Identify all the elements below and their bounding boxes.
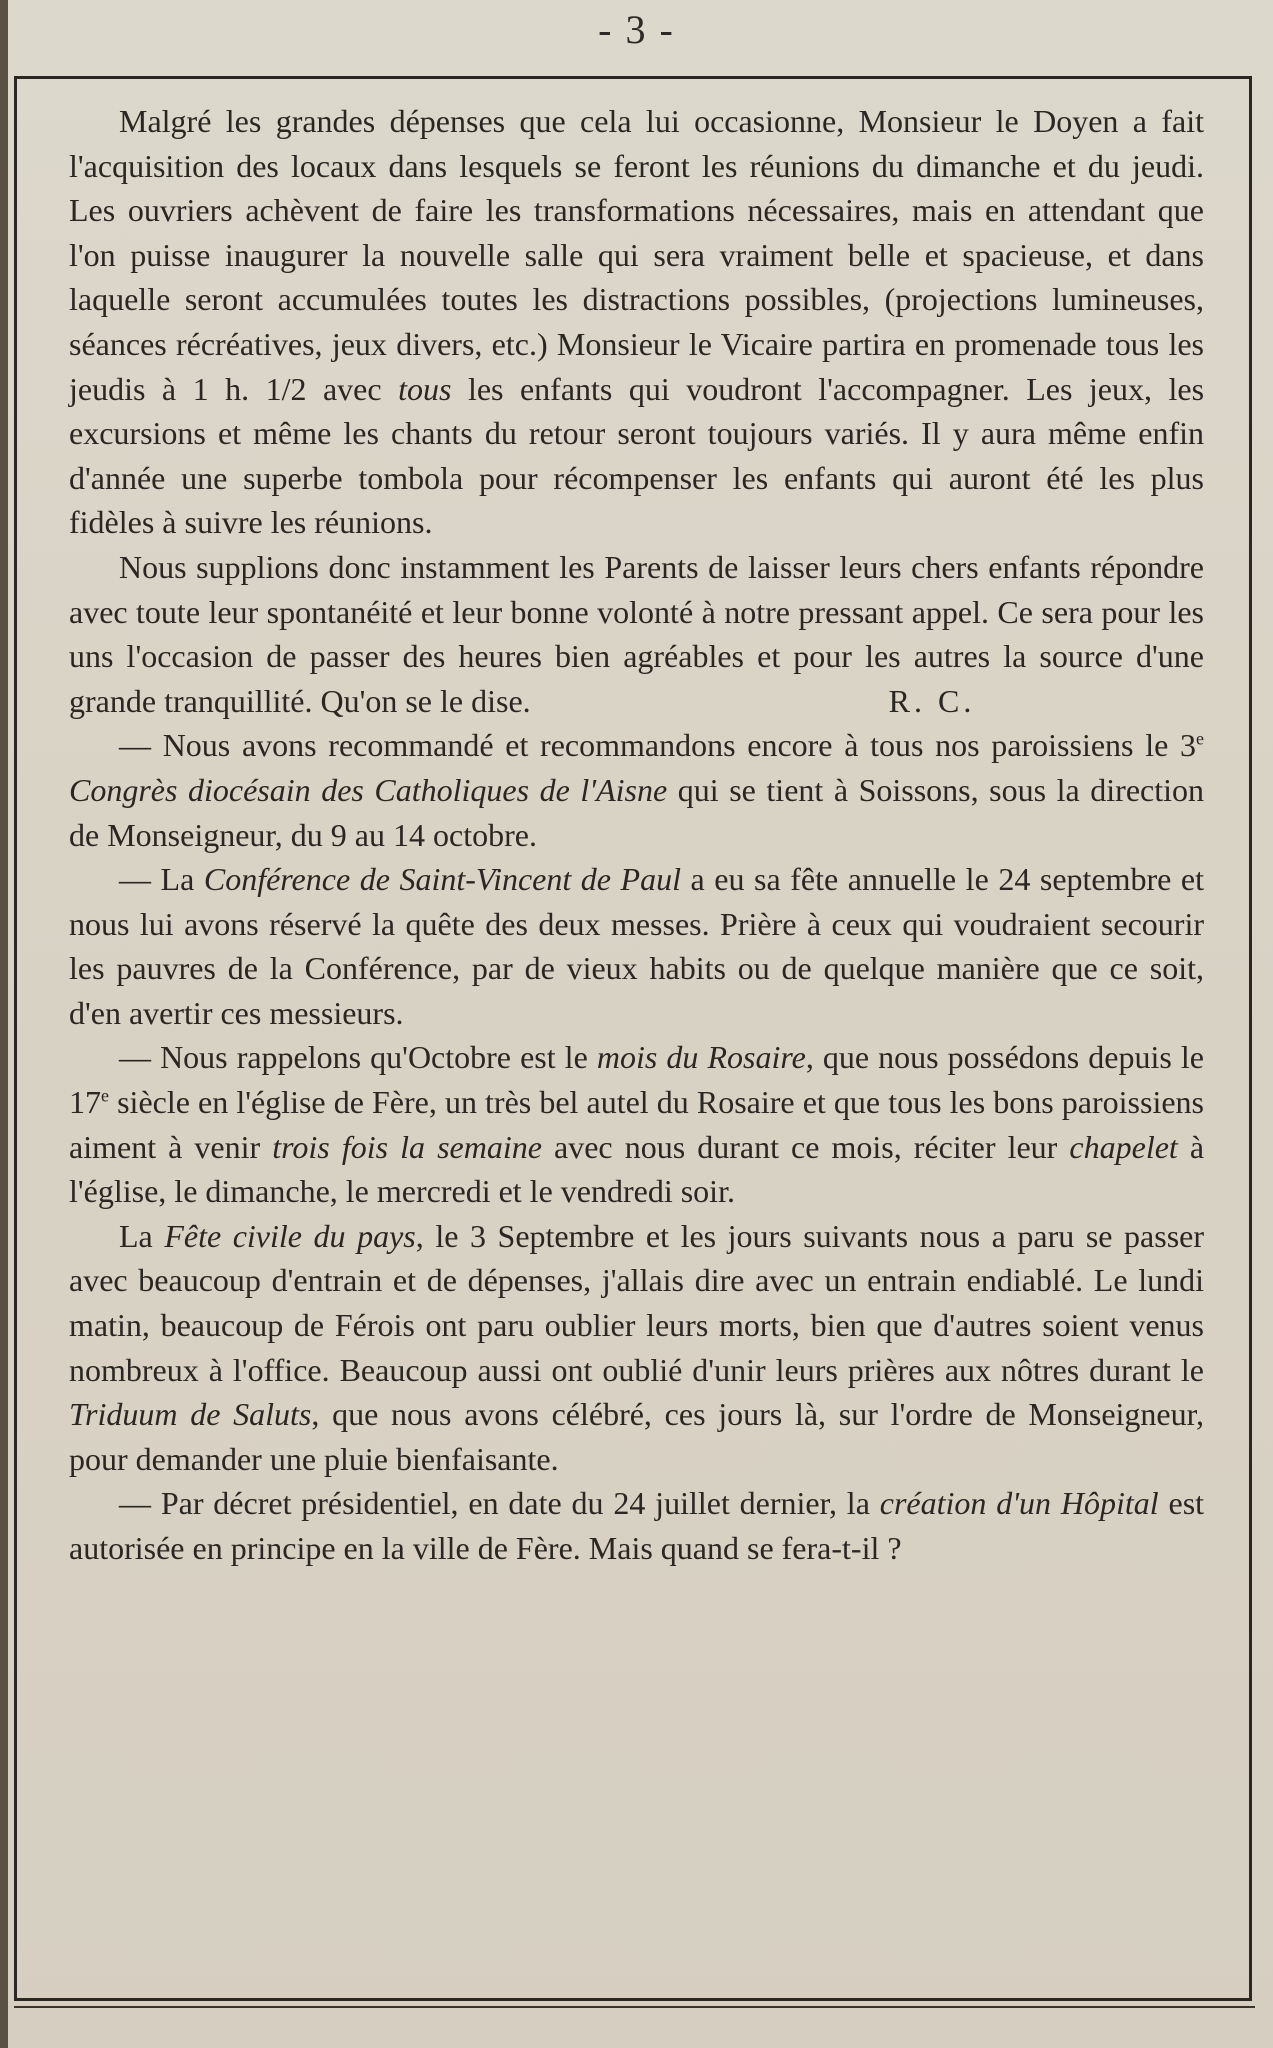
paragraph-appel	[69, 545, 1204, 723]
paragraph-text: avec nous durant ce mois, réciter leur	[554, 1128, 1058, 1165]
italic-text: tous	[398, 370, 452, 407]
paragraph-text: — La	[119, 861, 195, 898]
italic-text: chapelet	[1069, 1128, 1178, 1165]
paragraph-text: — Par décret présidentiel, en date du 24 juillet dernier, la	[119, 1485, 870, 1522]
superscript: e	[1196, 728, 1204, 749]
italic-text: création d'un Hôpital	[879, 1485, 1159, 1522]
paragraph-text: les enfants qui voudront l'accompagner. Les jeux, les excursions et même les chants du retour seront toujours variés. Il y aura même enfin d'année une superbe tombola pour récompenser les enfants qui auront été les plus fidèles à suivre les réunions.	[69, 370, 1205, 541]
paragraph-congres	[69, 723, 1204, 857]
superscript: e	[101, 1085, 109, 1106]
binding-edge	[0, 0, 8, 2048]
paragraph-text: , que nous avons célébré, ces jours là, sur l'ordre de Monseigneur, pour demander une pluie bienfaisante.	[69, 1396, 1205, 1477]
paragraph-text: — Nous rappelons qu'Octobre est le	[119, 1039, 588, 1076]
paragraph-conference	[69, 857, 1204, 1035]
paragraph-rosaire	[69, 1035, 1204, 1213]
paragraph-text: qui se tient à Soissons, sous la direction de Monseigneur, du 9 au 14 octobre.	[69, 771, 1205, 853]
paragraph-text: à l'église, le dimanche, le mercredi et le vendredi soir.	[69, 1128, 1205, 1210]
paragraph-text: La	[119, 1217, 153, 1254]
paragraph-hopital	[69, 1481, 1204, 1570]
paragraph-text: , le 3 Septembre et les jours suivants nous a paru se passer avec beaucoup d'entrain et de dépenses, j'allais dire avec un entrain endiablé. Le lundi matin, beaucoup de Férois ont paru oublier leurs morts, bien que d'autres soient venus nombreux à l'office. Beaucoup aussi ont oublié d'unir leurs prières aux nôtres durant le	[69, 1217, 1205, 1388]
italic-text: Congrès diocésain des Catholiques de l'Aisne	[69, 771, 668, 808]
italic-text: Triduum de Saluts	[69, 1396, 312, 1433]
paragraph-text: Malgré les grandes dépenses que cela lui occasionne, Monsieur le Doyen a fait l'acquisition des locaux dans lesquels se feront les réunions du dimanche et du jeudi. Les ouvriers achèvent de faire les transformations nécessaires, mais en attendant que l'on puisse inaugurer la nouvelle salle qui sera vraiment belle et spacieuse, et dans laquelle seront accumulées toutes les distractions possibles, (projections lumineuses, séances récréatives, jeux divers, etc.) Monsieur le Vicaire partira en promenade tous les jeudis à 1 h. 1/2 avec	[69, 103, 1204, 407]
paragraph-text: est autorisée en principe en la ville de Fère. Mais quand se fera-t-il ?	[69, 1485, 1205, 1566]
paragraph-fete	[69, 1214, 1204, 1482]
paragraph-text: siècle en l'église de Fère, un très bel autel du Rosaire et que tous les bons paroissiens aiment à venir	[69, 1084, 1205, 1165]
paragraph-text: , que nous possédons depuis le 17	[69, 1039, 1205, 1121]
italic-text: Conférence de Saint-Vincent de Paul	[203, 861, 681, 898]
paragraph-salle	[69, 99, 1204, 545]
article-body	[69, 99, 1204, 1571]
page-number: - 3 -	[598, 7, 675, 52]
bottom-rule	[14, 2006, 1255, 2008]
text-frame	[14, 76, 1252, 2001]
paragraph-text: Nous supplions donc instamment les Parents de laisser leurs chers enfants répondre avec toute leur spontanéité et leur bonne volonté à notre pressant appel. Ce sera pour les uns l'occasion de passer des heures bien agréables et pour les autres la source d'une grande tranquillité. Qu'on se le dise.	[69, 548, 1204, 719]
italic-text: trois fois la semaine	[272, 1128, 542, 1165]
signature: R. C.	[888, 682, 976, 719]
italic-text: Fête civile du pays	[164, 1217, 416, 1254]
paragraph-text: — Nous avons recommandé et recommandons encore à tous nos paroissiens le 3	[119, 727, 1196, 764]
paragraph-text: a eu sa fête annuelle le 24 septembre et nous lui avons réservé la quête des deux messes. Prière à ceux qui voudraient secourir les pauvres de la Conférence, par de vieux habits ou de quelque manière que ce soit, d'en avertir ces messieurs.	[69, 861, 1204, 1031]
italic-text: mois du Rosaire	[596, 1039, 806, 1076]
